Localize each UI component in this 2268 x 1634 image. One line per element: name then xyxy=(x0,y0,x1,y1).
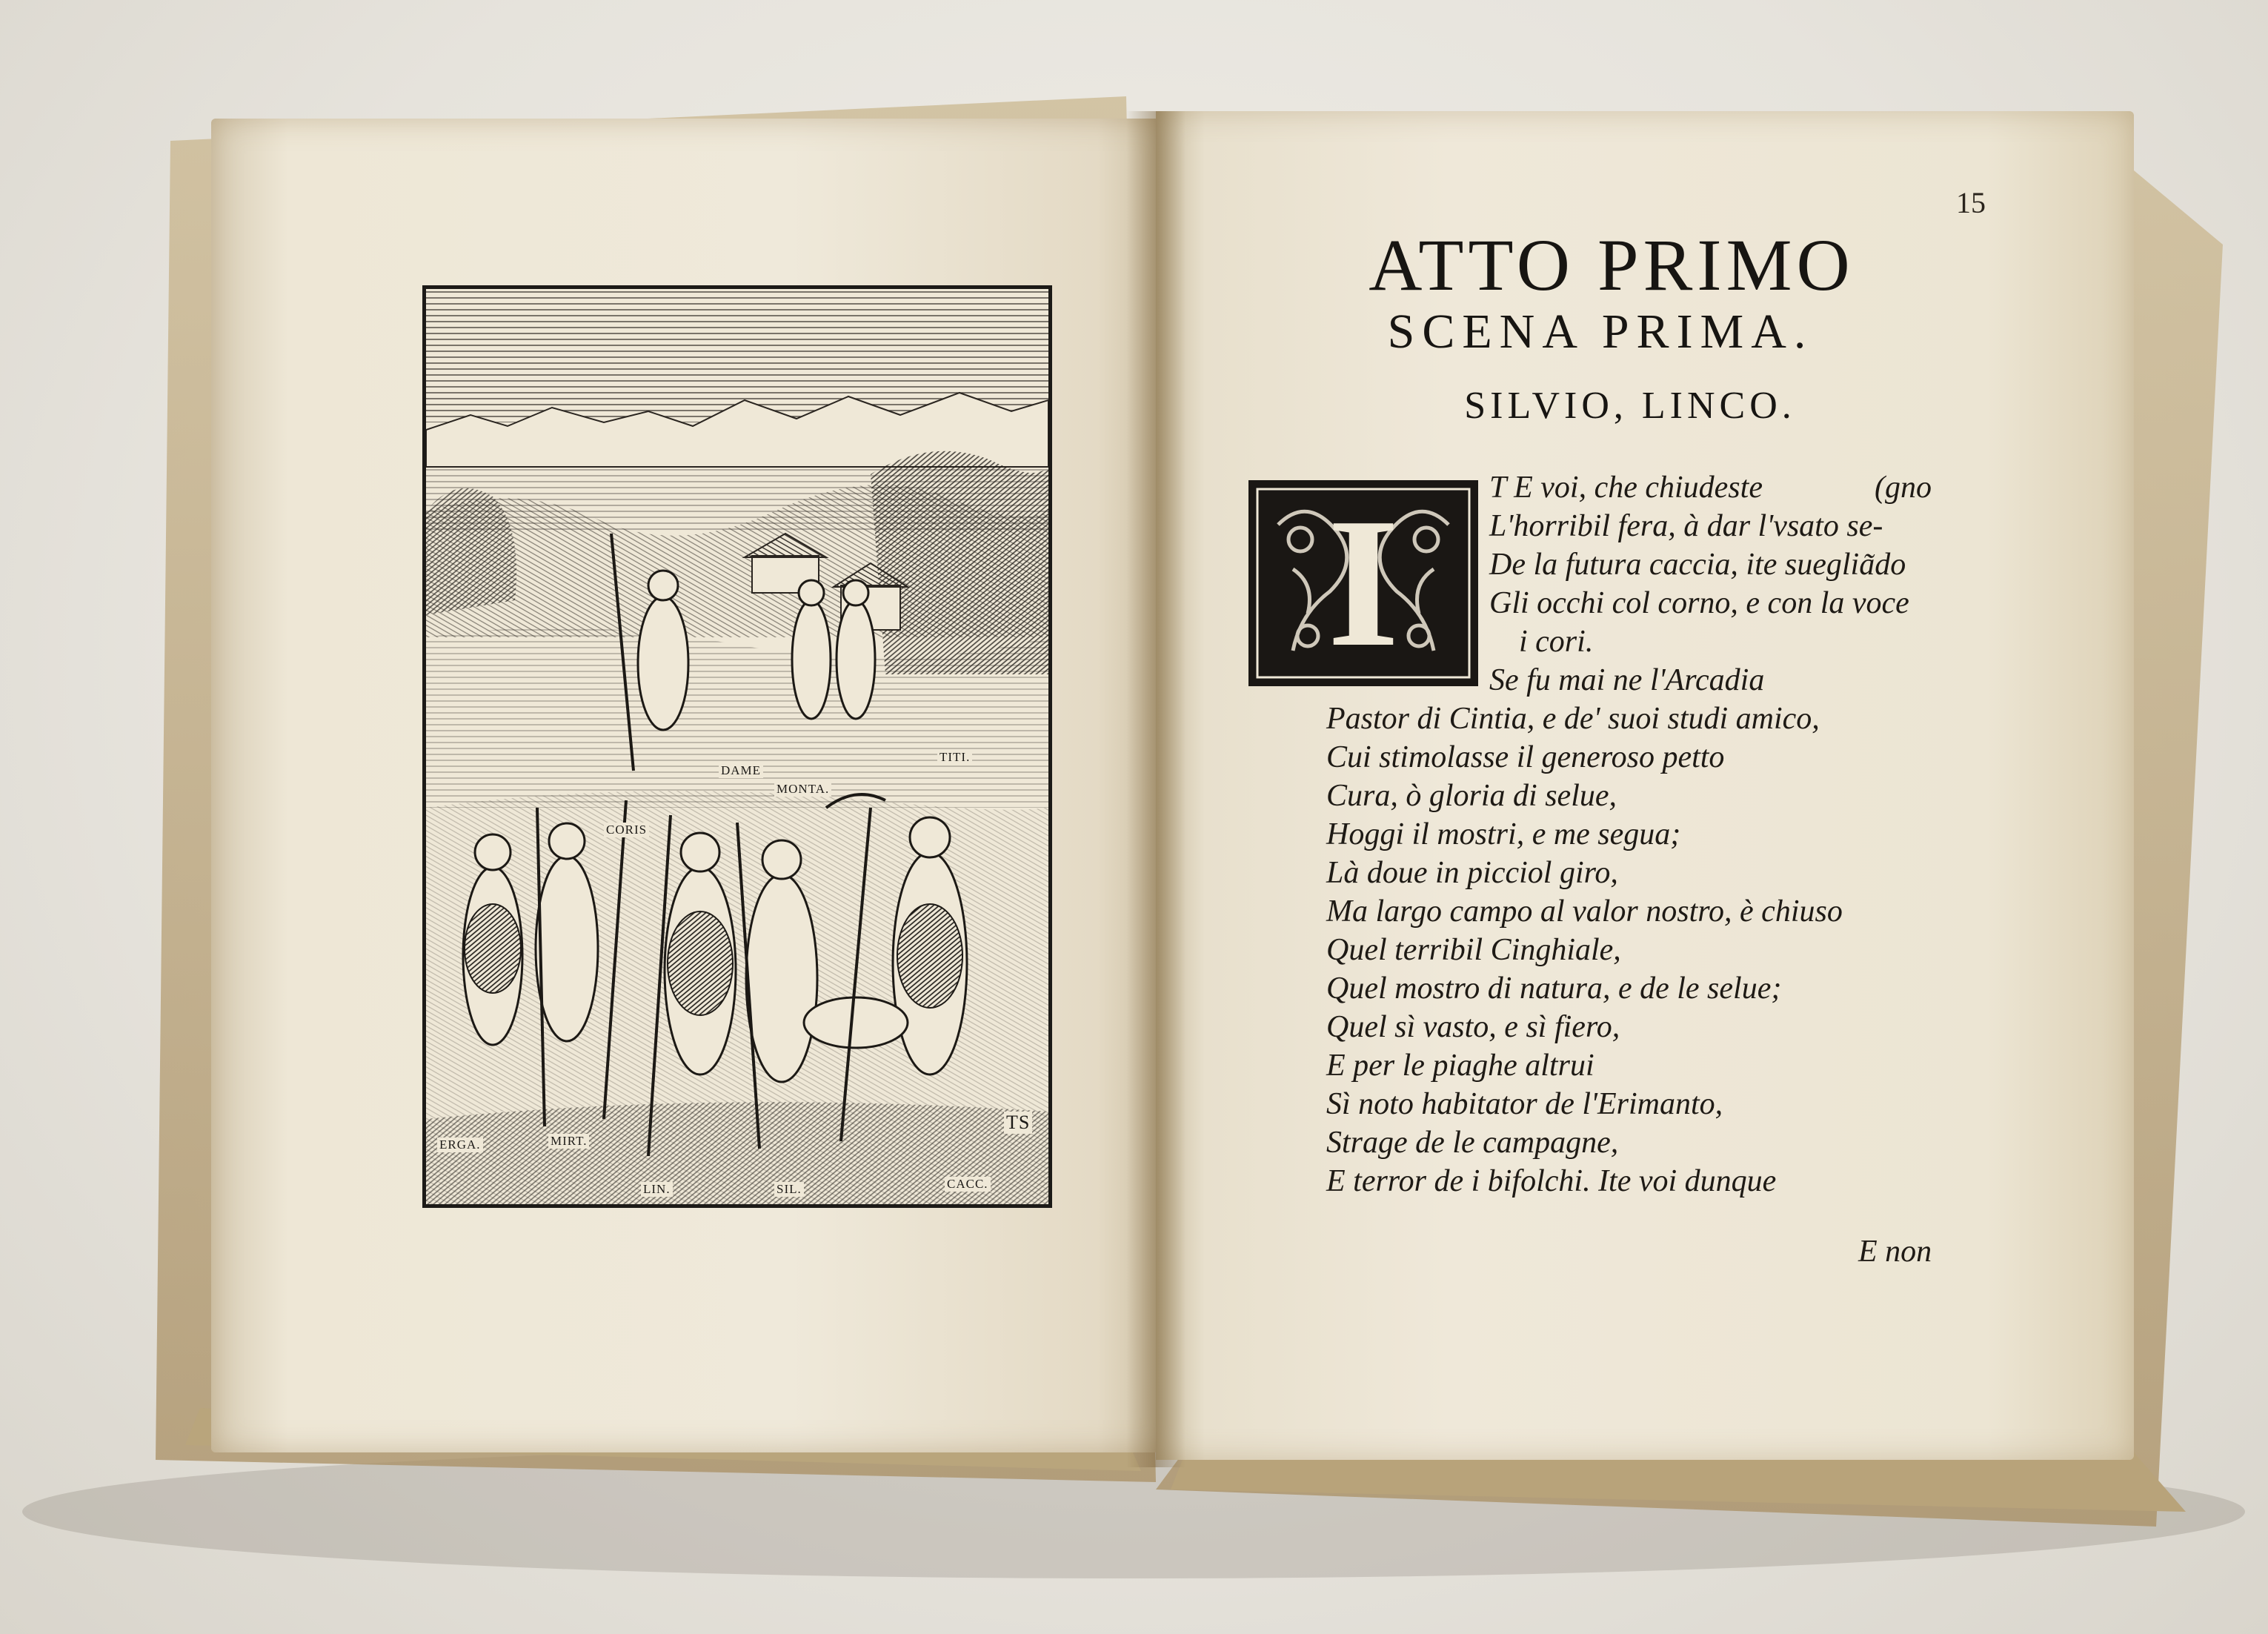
page-number: 15 xyxy=(1956,186,1986,219)
speaker-names: SILVIO, LINCO. xyxy=(1464,385,1796,427)
book-gutter xyxy=(1126,111,1185,1467)
catchword: E non xyxy=(1858,1235,1932,1269)
verse-line-15: E per le piaghe altrui xyxy=(1326,1049,1594,1083)
verse-line-17: Strage de le campagne, xyxy=(1326,1126,1619,1160)
label-erga: ERGA. xyxy=(437,1138,483,1152)
verse-line-7: Cui stimolasse il generoso petto xyxy=(1326,740,1725,774)
verse-line-3: De la futura caccia, ite sueglia͂do xyxy=(1489,548,1906,582)
label-sil: SIL. xyxy=(774,1182,804,1197)
hunting-scene-engraving xyxy=(426,289,1048,1204)
verse-line-12: Quel terribil Cinghiale, xyxy=(1326,933,1621,967)
verse-line-18: E terror de i bifolchi. Ite voi dunque xyxy=(1326,1164,1777,1198)
verse-line-16: Sì noto habitator de l'Erimanto, xyxy=(1326,1087,1723,1121)
label-titi: TITI. xyxy=(937,750,972,765)
label-monta: MONTA. xyxy=(774,782,831,797)
verse-line-14: Quel sì vasto, e sì fiero, xyxy=(1326,1010,1620,1044)
verse-line-4: Gli occhi col corno, e con la voce xyxy=(1489,586,1909,620)
label-lin: LIN. xyxy=(641,1182,673,1197)
verse-line-8: Cura, ò gloria di selue, xyxy=(1326,779,1617,813)
label-coris: CORIS xyxy=(604,823,649,837)
label-mirt: MIRT. xyxy=(548,1134,589,1149)
artist-monogram: TS xyxy=(1004,1112,1032,1134)
verse-line-1: T E voi, che chiudeste xyxy=(1489,471,1763,505)
verse-line-2: L'horribil fera, à dar l'vsato se- xyxy=(1489,509,1883,543)
verse-line-1-turnover: (gno xyxy=(1875,471,1932,505)
verse-line-5: Se fu mai ne l'Arcadia xyxy=(1489,663,1765,697)
woodcut-illustration xyxy=(422,285,1052,1208)
verse-line-10: Là doue in picciol giro, xyxy=(1326,856,1618,890)
label-dame: DAME xyxy=(719,763,763,778)
scene-title: SCENA PRIMA. xyxy=(1387,305,1814,359)
verse-line-11: Ma largo campo al valor nostro, è chiuso xyxy=(1326,894,1843,929)
initial-letter: I xyxy=(1327,480,1400,685)
verse-line-13: Quel mostro di natura, e de le selue; xyxy=(1326,972,1782,1006)
verse-line-9: Hoggi il mostri, e me segua; xyxy=(1326,817,1681,851)
verse-line-6: Pastor di Cintia, e de' suoi studi amico, xyxy=(1326,702,1820,736)
verse-line-4-turnover: i cori. xyxy=(1519,625,1594,659)
label-cacc: CACC. xyxy=(945,1177,991,1192)
decorated-initial xyxy=(1248,480,1478,686)
act-title: ATTO PRIMO xyxy=(1369,224,1855,306)
